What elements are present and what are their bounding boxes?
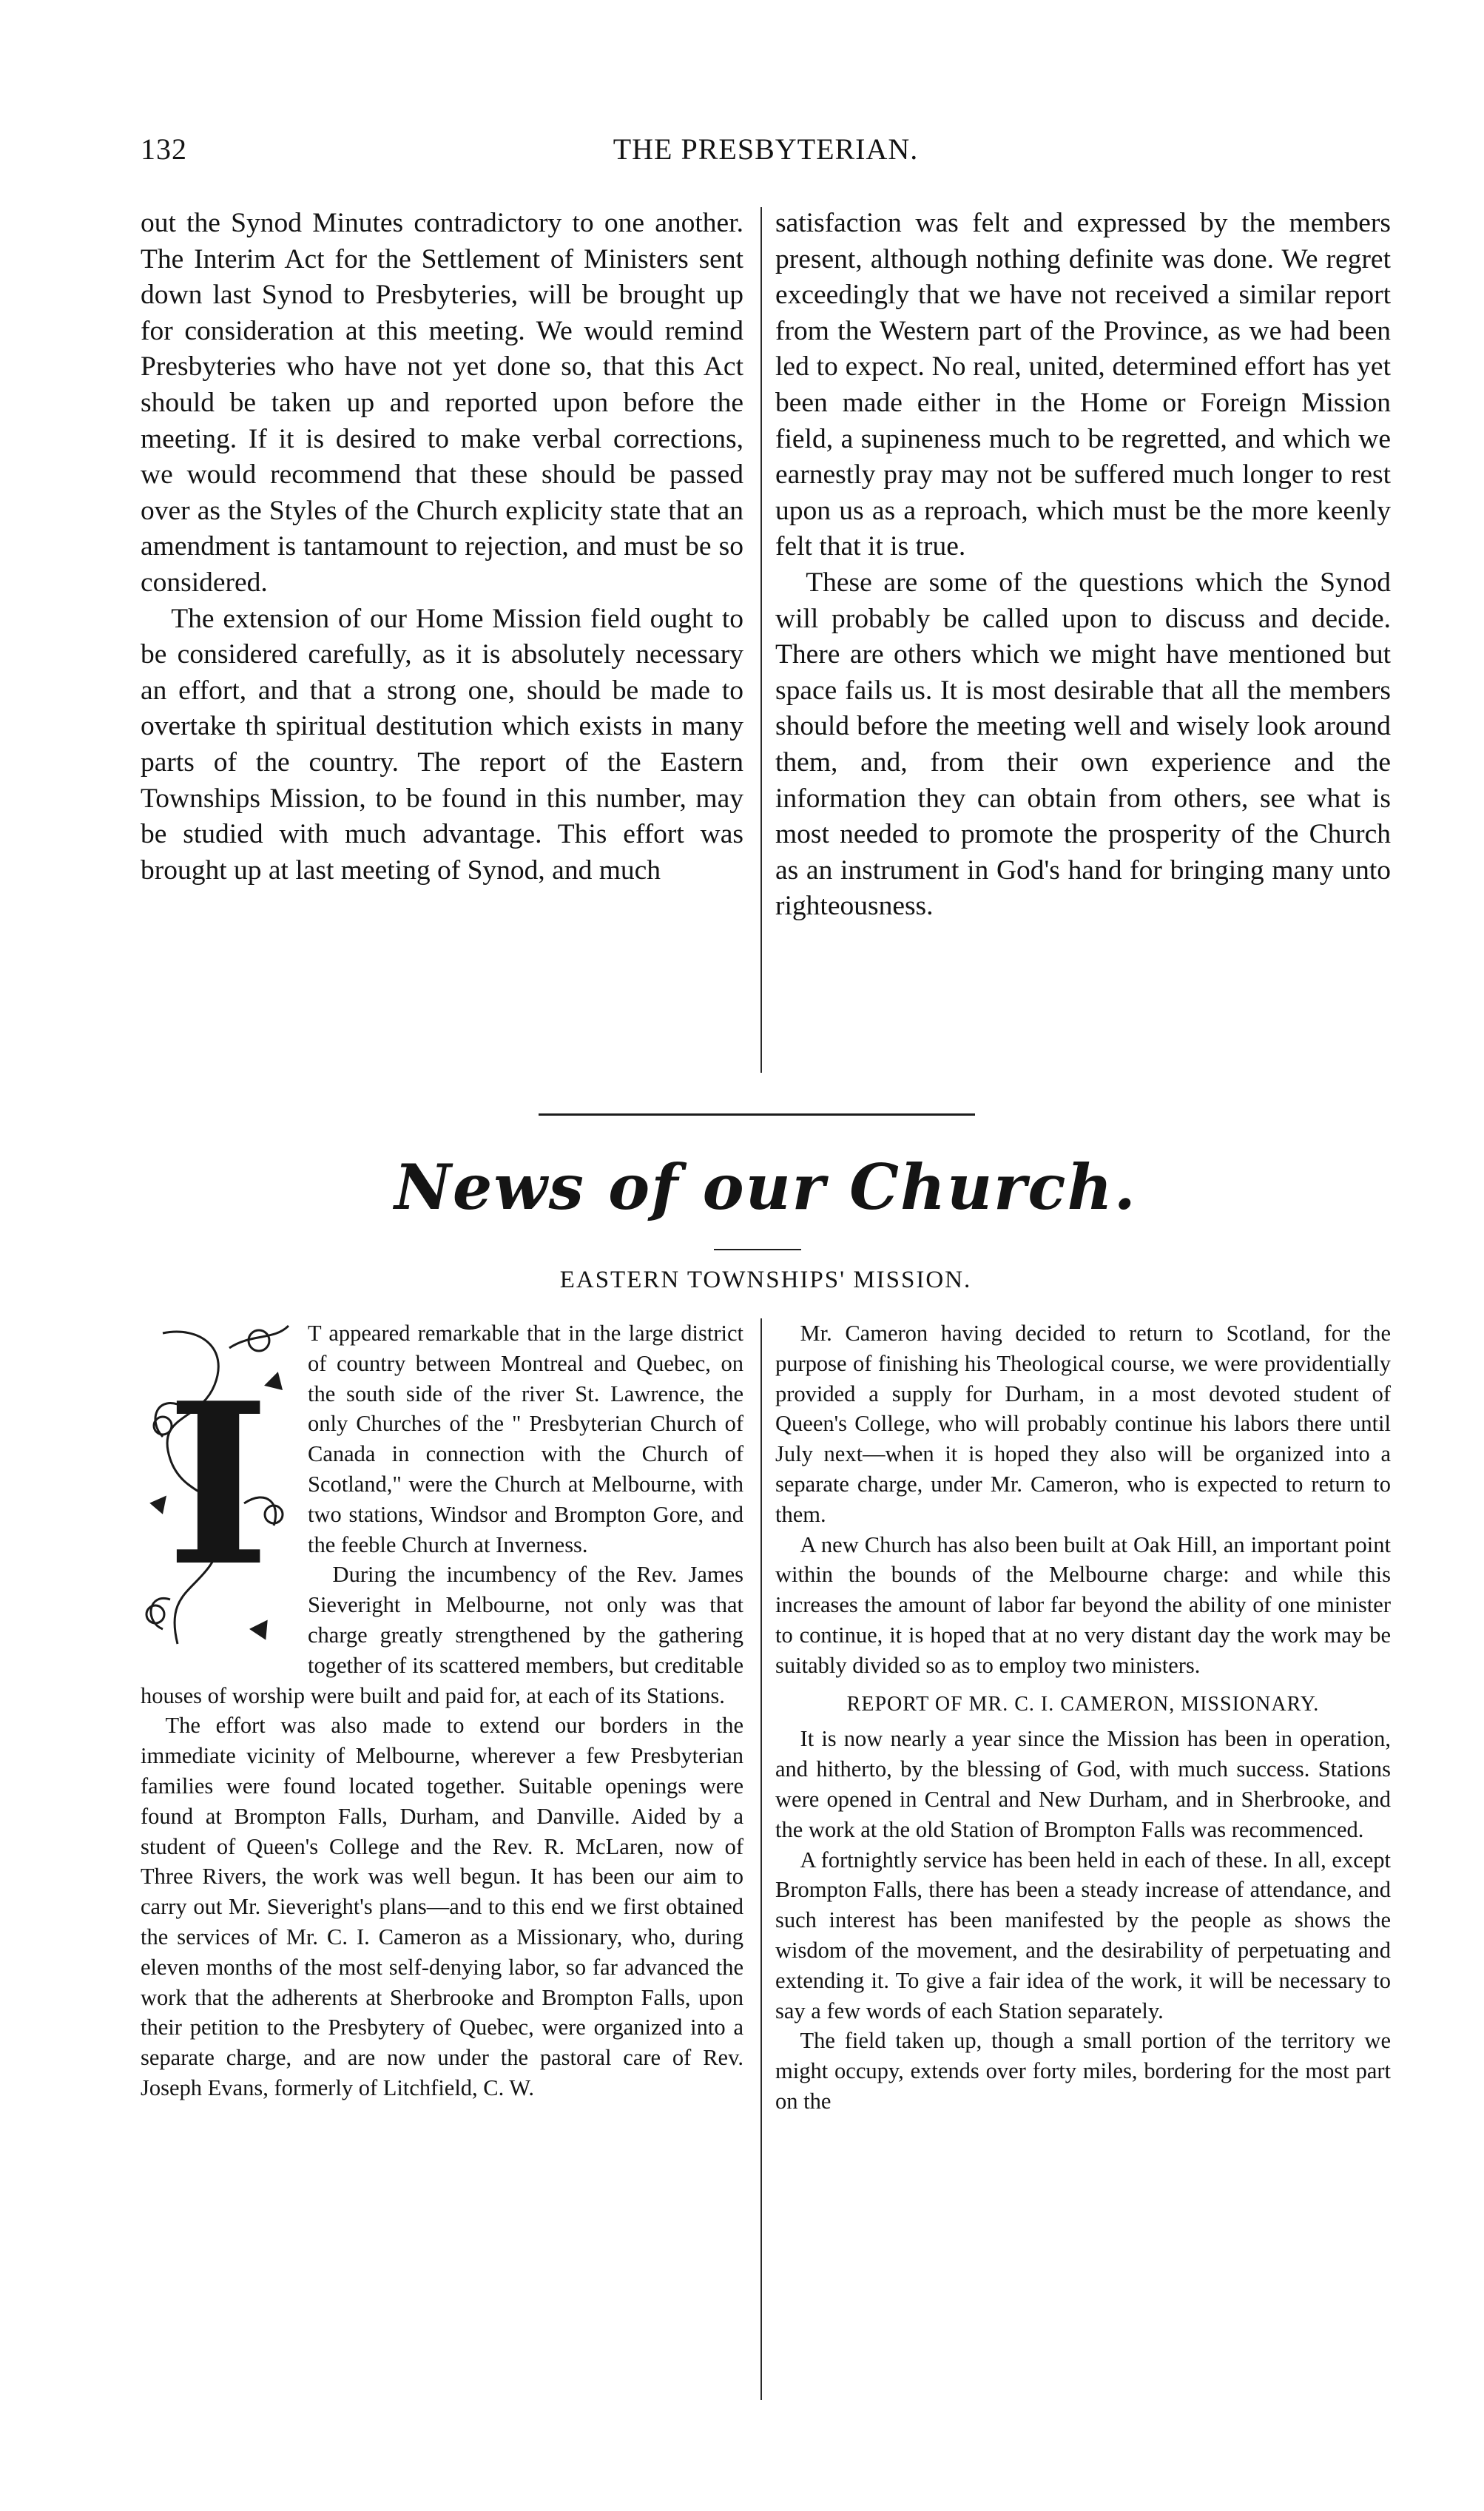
bottom-right-column [775, 1318, 1391, 2117]
report-heading: REPORT OF MR. C. I. CAMERON, MISSIONARY. [846, 1692, 1320, 1716]
title-underline [714, 1249, 801, 1250]
paragraph: The extension of our Home Mission field ought to be considered carefully, as it is absolutely necessary an effort, and that a strong one, should be made to overtake th spiritual destitution which exists in many parts of the country. The report of the Eastern Townships Mission, to be found in this number, may be studied with much advantage. This effort was brought up at last meeting of Synod, and much [141, 603, 743, 886]
section-title: News of our Church. [394, 1150, 1137, 1224]
paragraph: satisfaction was felt and expressed by the members present, although nothing definite was done. We regret exceedingly that we have not received a similar report from the Western part of the Province, as we had been led to expect. No real, united, determined effort has yet been made either in the Home or Foreign Mission field, a supineness much to be regretted, and which we earnestly pray may not be suffered much longer to rest upon us as a reproach, which must be the more keenly felt that it is true. [775, 208, 1391, 562]
paragraph: The effort was also made to extend our borders in the immediate vicinity of Melbourne, wherever a few Presbyterian families were found located together. Suitable openings were found at Brompton Falls, Durham, and Danville. Aided by a student of Queen's College and the Rev. R. McLaren, now of Three Rivers, the work was well begun. It has been our aim to carry out Mr. Sieveright's plans—and to this end we first obtained the services of Mr. C. I. Cameron as a Missionary, who, during eleven months of the most self-denying labor, so far advanced the work that the adherents at Sherbrooke and Brompton Falls, upon their petition to the Presbytery of Quebec, were organized into a separate charge, and are now under the pastoral care of Rev. Joseph Evans, formerly of Litchfield, C. W. [141, 1713, 743, 2100]
column-divider [760, 1318, 762, 2400]
paragraph: It is now nearly a year since the Mission has been in operation, and hitherto, by the blessing of God, with much success. Stations were opened in Central and New Durham, and in Sherbrooke, and the work at the old Station of Brompton Falls was recommenced. [775, 1726, 1391, 1842]
ornamental-dropcap [141, 1318, 296, 1666]
paragraph: A new Church has also been built at Oak Hill, an important point within the bounds of the Melbourne charge: and while this increases the amount of labor far beyond the ability of one minister to continue, it is hoped that at no very distant day the work may be suitably divided so as to employ two ministers. [775, 1531, 1391, 1678]
bottom-left-column [141, 1318, 743, 2103]
page-number: 132 [141, 132, 187, 166]
top-left-column [141, 206, 743, 889]
dropcap-letter: I [166, 1354, 271, 1615]
paragraph: A fortnightly service has been held in each of these. In all, except Brompton Falls, there has been a steady increase of attendance, and such interest has been manifested by the people as shows the wisdom of the movement, and the desirability of perpetuating and extending it. To give a fair idea of the work, it will be necessary to say a few words of each Station separately. [775, 1847, 1391, 2023]
paragraph: These are some of the questions which the Synod will probably be called upon to discuss and decide. There are others which we might have mentioned but space fails us. It is most desirable that all the members should before the meeting well and wisely look around them, and, from their own experience and the information they can obtain from others, see what is most needed to promote the prosperity of the Church as an instrument in God's hand for bringing many unto righteousness. [775, 567, 1391, 922]
paragraph: out the Synod Minutes contradictory to one another. The Interim Act for the Settlement of Ministers sent down last Synod to Presbyteries, will be brought up for consideration at this meeting. We would remind Presbyteries who have not yet done so, that this Act should be taken up and reported upon before the meeting. If it is desired to make verbal corrections, we would recommend that these should be passed over as the Styles of the Church explicity state that an amendment is tantamount to rejection, and must be so considered. [141, 208, 743, 598]
journal-title: THE PRESBYTERIAN. [613, 132, 919, 166]
running-head [141, 132, 1391, 176]
paragraph: The field taken up, though a small portion of the territory we might occupy, extends over forty miles, bordering for the most part on the [775, 2028, 1391, 2114]
section-rule [539, 1113, 975, 1116]
paragraph: Mr. Cameron having decided to return to Scotland, for the purpose of finishing his Theological course, we were providentially provided a supply for Durham, in a most devoted student of Queen's College, who will probably continue his labors there until July next—when it is hoped they also will be organized into a separate charge, under Mr. Cameron, who is expected to return to them. [775, 1321, 1391, 1527]
column-divider [760, 207, 762, 1073]
section-subtitle: EASTERN TOWNSHIPS' MISSION. [559, 1267, 972, 1293]
top-right-column [775, 206, 1391, 925]
vine-ornament-icon [141, 1318, 296, 1666]
paragraph: During the incumbency of the Rev. James Sieveright in Melbourne, not only was that charge greatly strengthened by the gathering together of its scattered members, but creditable houses of worship were built and paid for, at each of its Stations. [141, 1562, 743, 1708]
paragraph: T appeared remarkable that in the large district of country between Montreal and Quebec, on the south side of the river St. Lawrence, the only Churches of the " Presbyterian Church of Canada in connection with the Church of Scotland," were the Church at Melbourne, with two stations, Windsor and Brompton Gore, and the feeble Church at Inverness. [308, 1321, 743, 1557]
